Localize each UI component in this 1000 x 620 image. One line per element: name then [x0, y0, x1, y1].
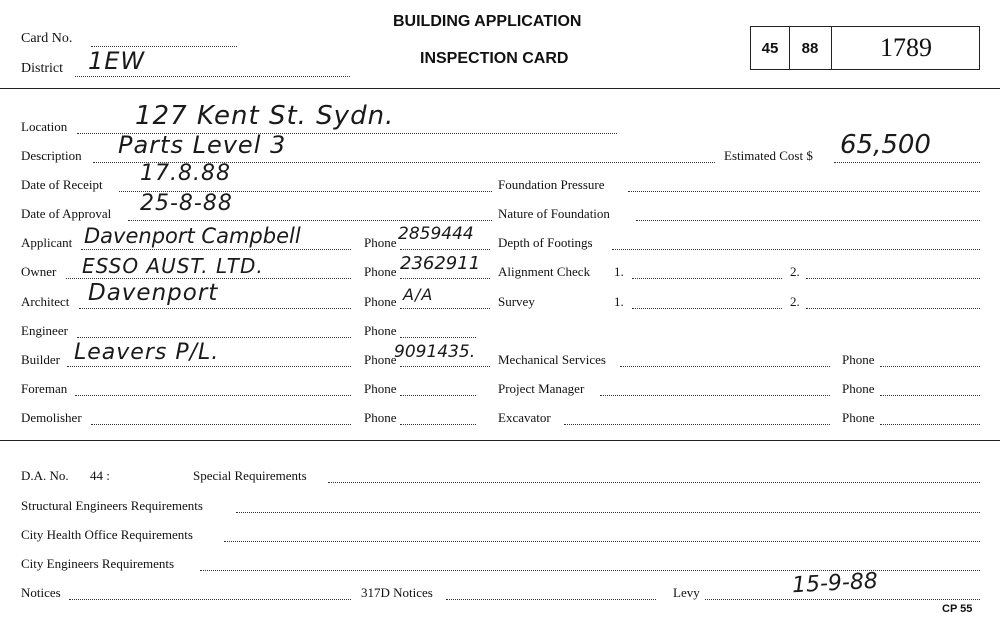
survey-field-1[interactable] — [632, 308, 782, 309]
architect-value: Davenport — [88, 280, 219, 306]
engineer-label: Engineer — [21, 323, 68, 338]
district-field[interactable] — [75, 76, 350, 77]
alignment-check-num1: 1. — [614, 264, 624, 279]
da-no-value: 44 : — [90, 468, 110, 483]
section-divider — [0, 440, 1000, 441]
levy-label: Levy — [673, 585, 700, 600]
demolisher-phone-label: Phone — [364, 410, 397, 425]
survey-field-2[interactable] — [806, 308, 980, 309]
form-code: CP 55 — [942, 603, 973, 615]
builder-label: Builder — [21, 352, 60, 367]
date-receipt-label: Date of Receipt — [21, 177, 103, 192]
excavator-phone-field[interactable] — [880, 424, 980, 425]
project-manager-label: Project Manager — [498, 381, 585, 396]
architect-phone-value: A/A — [403, 285, 434, 304]
alignment-check-num2: 2. — [790, 264, 800, 279]
builder-phone-field[interactable] — [400, 366, 490, 367]
mechanical-services-field[interactable] — [620, 366, 830, 367]
architect-phone-label: Phone — [364, 294, 397, 309]
description-label: Description — [21, 148, 82, 163]
da-no-label: D.A. No. — [21, 468, 69, 483]
excavator-label: Excavator — [498, 410, 551, 425]
applicant-label: Applicant — [21, 235, 73, 250]
city-health-field[interactable] — [224, 541, 980, 542]
structural-engineers-label: Structural Engineers Requirements — [21, 498, 203, 513]
builder-phone-label: Phone — [364, 352, 397, 367]
district-value: 1EW — [88, 47, 146, 75]
architect-label: Architect — [21, 294, 70, 309]
nature-of-foundation-label: Nature of Foundation — [498, 206, 610, 221]
date-approval-field[interactable] — [128, 220, 492, 221]
engineer-phone-field[interactable] — [400, 337, 476, 338]
district-label: District — [21, 61, 63, 76]
excavator-phone-label: Phone — [842, 410, 875, 425]
demolisher-field[interactable] — [91, 424, 351, 425]
notices-field[interactable] — [69, 599, 351, 600]
alignment-check-label: Alignment Check — [498, 264, 591, 279]
survey-num2: 2. — [790, 294, 800, 309]
owner-phone-label: Phone — [364, 264, 397, 279]
date-approval-value: 25-8-88 — [140, 191, 233, 216]
project-manager-field[interactable] — [600, 395, 830, 396]
description-value: Parts Level 3 — [118, 131, 287, 159]
builder-value: Leavers P/L. — [74, 340, 220, 365]
applicant-field[interactable] — [81, 249, 351, 250]
estimated-cost-value: 65,500 — [840, 130, 931, 160]
survey-num1: 1. — [614, 294, 624, 309]
applicant-value: Davenport Campbell — [84, 224, 301, 248]
owner-phone-value: 2362911 — [400, 253, 481, 274]
special-requirements-field[interactable] — [328, 482, 980, 483]
card-no-label: Card No. — [21, 31, 73, 46]
builder-phone-value: 9091435. — [394, 342, 476, 362]
owner-field[interactable] — [66, 278, 351, 279]
survey-label: Survey — [498, 294, 535, 309]
header-divider — [0, 88, 1000, 89]
levy-field[interactable] — [705, 599, 980, 600]
reference-box-number: 1789 — [880, 33, 932, 62]
foreman-label: Foreman — [21, 381, 68, 396]
foundation-pressure-label: Foundation Pressure — [498, 177, 605, 192]
foreman-phone-field[interactable] — [400, 395, 476, 396]
builder-field[interactable] — [67, 366, 351, 367]
location-value: 127 Kent St. Sydn. — [135, 101, 395, 131]
depth-of-footings-field[interactable] — [612, 249, 980, 250]
engineer-phone-label: Phone — [364, 323, 397, 338]
notices-317d-label: 317D Notices — [361, 585, 433, 600]
project-manager-phone-field[interactable] — [880, 395, 980, 396]
notices-label: Notices — [21, 585, 61, 600]
reference-box-a: 45 — [751, 27, 790, 69]
architect-phone-field[interactable] — [400, 308, 490, 309]
reference-box-b: 88 — [789, 27, 832, 69]
mechanical-services-phone-label: Phone — [842, 352, 875, 367]
owner-phone-field[interactable] — [400, 278, 490, 279]
foreman-phone-label: Phone — [364, 381, 397, 396]
structural-engineers-field[interactable] — [236, 512, 980, 513]
project-manager-phone-label: Phone — [842, 381, 875, 396]
form-title-line2: INSPECTION CARD — [420, 50, 569, 67]
estimated-cost-label: Estimated Cost $ — [724, 148, 813, 163]
demolisher-phone-field[interactable] — [400, 424, 476, 425]
applicant-phone-field[interactable] — [400, 249, 490, 250]
date-receipt-value: 17.8.88 — [140, 161, 231, 186]
owner-label: Owner — [21, 264, 57, 279]
architect-field[interactable] — [79, 308, 351, 309]
mechanical-services-phone-field[interactable] — [880, 366, 980, 367]
special-requirements-label: Special Requirements — [193, 468, 307, 483]
reference-box — [750, 26, 980, 70]
foreman-field[interactable] — [75, 395, 351, 396]
applicant-phone-label: Phone — [364, 235, 397, 250]
owner-value: ESSO AUST. LTD. — [82, 254, 264, 278]
city-health-label: City Health Office Requirements — [21, 527, 193, 542]
alignment-check-field-2[interactable] — [806, 278, 980, 279]
depth-of-footings-label: Depth of Footings — [498, 235, 593, 250]
location-label: Location — [21, 119, 68, 134]
excavator-field[interactable] — [564, 424, 830, 425]
levy-value: 15-9-88 — [791, 568, 879, 599]
nature-of-foundation-field[interactable] — [636, 220, 980, 221]
mechanical-services-label: Mechanical Services — [498, 352, 606, 367]
applicant-phone-value: 2859444 — [398, 224, 474, 244]
alignment-check-field-1[interactable] — [632, 278, 782, 279]
demolisher-label: Demolisher — [21, 410, 82, 425]
notices-317d-field[interactable] — [446, 599, 656, 600]
city-engineers-label: City Engineers Requirements — [21, 556, 175, 571]
engineer-field[interactable] — [77, 337, 351, 338]
estimated-cost-field[interactable] — [834, 162, 980, 163]
date-approval-label: Date of Approval — [21, 206, 112, 221]
foundation-pressure-field[interactable] — [628, 191, 980, 192]
form-title-line1: BUILDING APPLICATION — [393, 13, 582, 30]
